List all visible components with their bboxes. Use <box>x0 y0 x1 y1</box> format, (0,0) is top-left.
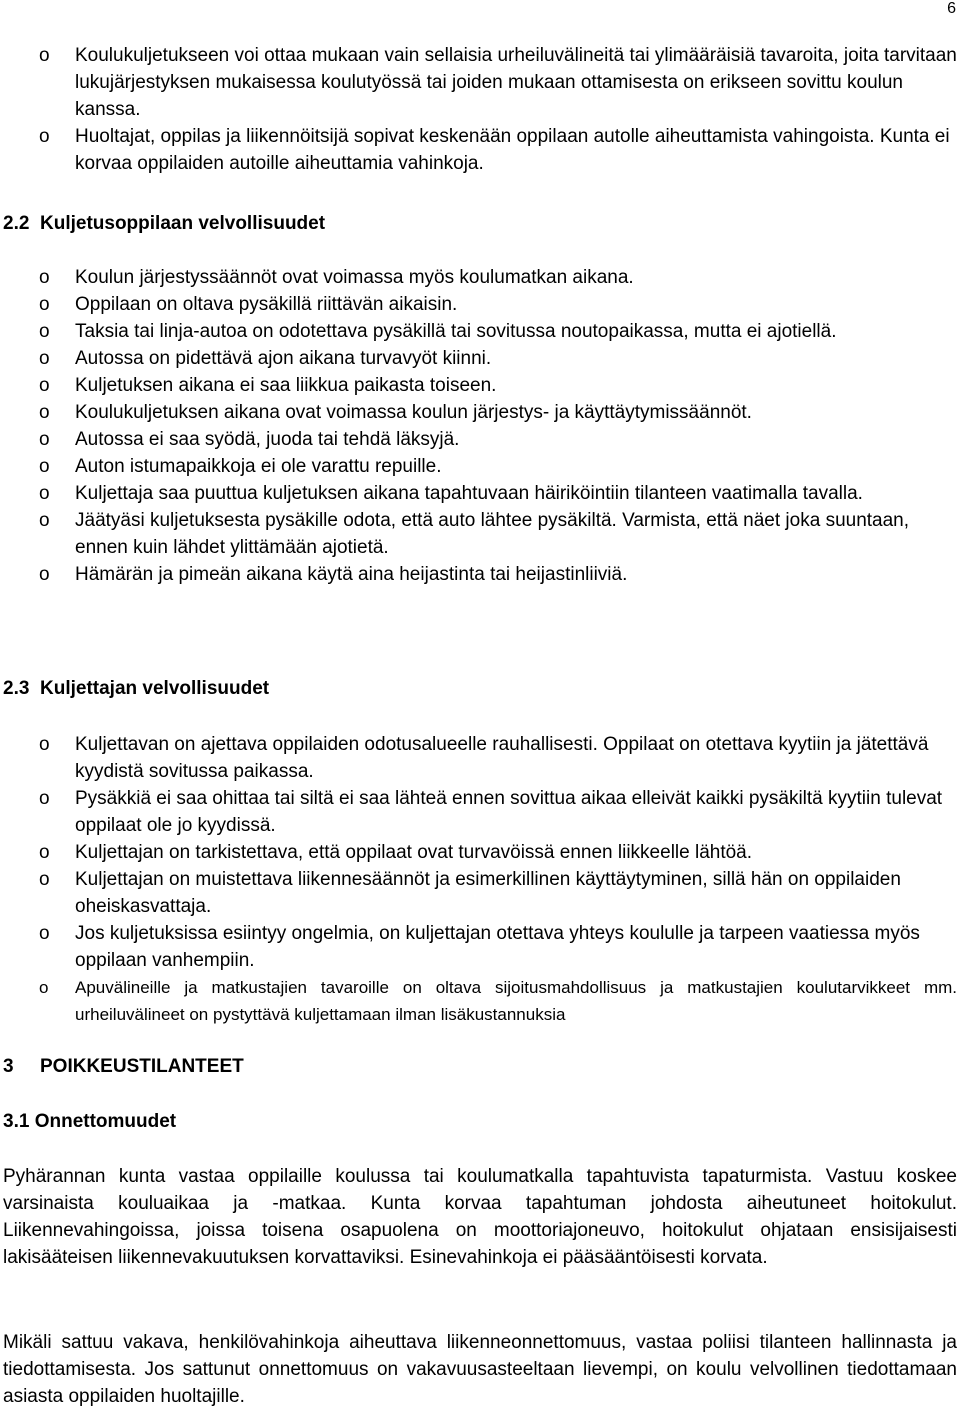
bullet-marker: o <box>39 510 50 531</box>
list-item <box>3 731 957 785</box>
section-heading-3-1 <box>3 1108 176 1135</box>
list-item <box>3 785 957 839</box>
list-item-text: Kuljettajan on tarkistettava, että oppilaat ovat turvavöissä ennen liikkeelle lähtöä. <box>75 842 753 863</box>
section-heading-3 <box>3 1053 244 1080</box>
list-item <box>3 839 957 866</box>
bullet-marker: o <box>39 267 50 288</box>
bullet-list-driver-duties <box>3 731 957 1028</box>
list-item-text: Pysäkkiä ei saa ohittaa tai siltä ei saa lähteä ennen sovittua aikaa elleivät kaikki pysäkiltä kyytiin tulevat oppilaat ole jo kyydissä. <box>75 788 943 836</box>
bullet-marker: o <box>39 842 50 863</box>
list-item-text: Koulun järjestyssäännöt ovat voimassa myös koulumatkan aikana. <box>75 267 634 288</box>
list-item-text: Kuljettaja saa puuttua kuljetuksen aikana tapahtuvaan häiriköintiin tilanteen vaatimalla tavalla. <box>75 483 863 504</box>
bullet-marker: o <box>39 923 50 944</box>
list-item <box>3 507 957 561</box>
section-title: Kuljetusoppilaan velvollisuudet <box>40 213 326 234</box>
list-item <box>3 291 957 318</box>
list-item <box>3 866 957 920</box>
list-item-text: Kuljetuksen aikana ei saa liikkua paikasta toiseen. <box>75 375 497 396</box>
list-item <box>3 42 957 123</box>
bullet-marker: o <box>39 375 50 396</box>
section-number: 3.1 <box>3 1111 30 1132</box>
list-item-text: Taksia tai linja-autoa on odotettava pysäkillä tai sovitussa noutopaikassa, mutta ei ajotiellä. <box>75 321 837 342</box>
bullet-marker: o <box>39 429 50 450</box>
bullet-marker: o <box>39 402 50 423</box>
bullet-marker: o <box>39 483 50 504</box>
bullet-list-luggage <box>3 42 957 177</box>
bullet-marker: o <box>39 564 50 585</box>
section-heading-2-3 <box>3 675 269 702</box>
list-item <box>3 974 957 1028</box>
list-item-text: Koulukuljetukseen voi ottaa mukaan vain sellaisia urheiluvälineitä tai ylimääräisiä tavaroita, joita tarvitaan lukujärjestyksen mukaisessa koulutyössä tai joiden mukaan ottamisesta on erikseen sovittu koulun kanssa. <box>75 45 957 120</box>
list-item <box>3 372 957 399</box>
list-item <box>3 123 957 177</box>
list-item-text: Autossa ei saa syödä, juoda tai tehdä läksyjä. <box>75 429 460 450</box>
section-number: 3 <box>3 1056 14 1077</box>
bullet-marker: o <box>39 348 50 369</box>
section-number: 2.2 <box>3 213 30 234</box>
list-item <box>3 345 957 372</box>
bullet-marker: o <box>39 45 50 66</box>
list-item-text: Koulukuljetuksen aikana ovat voimassa koulun järjestys- ja käyttäytymissäännöt. <box>75 402 752 423</box>
list-item-text: Huoltajat, oppilas ja liikennöitsijä sopivat keskenään oppilaan autolle aiheuttamista vahingoista. Kunta ei korvaa oppilaiden autoille aiheuttamia vahinkoja. <box>75 126 950 174</box>
list-item <box>3 453 957 480</box>
section-title: Kuljettajan velvollisuudet <box>40 678 270 699</box>
bullet-marker: o <box>39 788 50 809</box>
list-item <box>3 561 957 588</box>
page-number: 6 <box>947 0 956 17</box>
list-item <box>3 264 957 291</box>
bullet-list-student-duties <box>3 264 957 588</box>
list-item-text: Kuljettajan on muistettava liikennesäännöt ja esimerkillinen käyttäytyminen, sillä hän on oppilaiden oheiskasvattaja. <box>75 869 901 917</box>
list-item-text: Jäätyäsi kuljetuksesta pysäkille odota, että auto lähtee pysäkiltä. Varmista, että näet joka suuntaan, ennen kuin lähdet ylittämään ajotietä. <box>75 510 910 558</box>
paragraph: Mikäli sattuu vakava, henkilövahinkoja aiheuttava liikenneonnettomuus, vastaa poliisi tilanteen hallinnasta ja tiedottamisesta. Jos sattunut onnettomuus on vakavuusasteeltaan lievempi, on koulu velvollinen tiedottamaan asiasta oppilaiden huoltajille. <box>3 1332 957 1407</box>
list-item <box>3 318 957 345</box>
bullet-marker: o <box>39 734 50 755</box>
list-item-text: Oppilaan on oltava pysäkillä riittävän aikaisin. <box>75 294 458 315</box>
list-item-text: Hämärän ja pimeän aikana käytä aina heijastinta tai heijastinliiviä. <box>75 564 628 585</box>
bullet-marker: o <box>39 126 50 147</box>
list-item <box>3 399 957 426</box>
section-number: 2.3 <box>3 678 30 699</box>
paragraph: Pyhärannan kunta vastaa oppilaille koulussa tai koulumatkalla tapahtuvista tapaturmista. Vastuu koskee varsinaista kouluaikaa ja -matkaa. Kunta korvaa tapahtuman johdosta aiheutuneet hoitokulut. Liikennevahingoissa, joissa toisena osapuolena on moottoriajoneuvo, hoitokulut ohjataan ensisijaisesti lakisääteisen liikennevakuutuksen korvattaviksi. Esinevahinkoja ei pääsääntöisesti korvata. <box>3 1166 957 1268</box>
list-item-text: Kuljettavan on ajettava oppilaiden odotusalueelle rauhallisesti. Oppilaat on otettava kyytiin ja jätettävä kyydistä sovitussa paikassa. <box>75 734 929 782</box>
section-title: Onnettomuudet <box>34 1111 177 1132</box>
bullet-marker: o <box>39 456 50 477</box>
bullet-marker: o <box>39 978 49 997</box>
list-item-text: Autossa on pidettävä ajon aikana turvavyöt kiinni. <box>75 348 492 369</box>
list-item <box>3 920 957 974</box>
bullet-marker: o <box>39 294 50 315</box>
section-title: POIKKEUSTILANTEET <box>40 1056 244 1077</box>
list-item-text: Apuvälineille ja matkustajien tavaroille on oltava sijoitusmahdollisuus ja matkustajien koulutarvikkeet mm. urheiluvälineet on pystyttävä kuljettamaan ilman lisäkustannuksia <box>75 978 957 1024</box>
list-item <box>3 426 957 453</box>
list-item-text: Auton istumapaikkoja ei ole varattu repuille. <box>75 456 442 477</box>
section-heading-2-2 <box>3 210 325 237</box>
bullet-marker: o <box>39 869 50 890</box>
list-item-text: Jos kuljetuksissa esiintyy ongelmia, on kuljettajan otettava yhteys koululle ja tarpeen vaatiessa myös oppilaan vanhempiin. <box>75 923 920 971</box>
list-item <box>3 480 957 507</box>
bullet-marker: o <box>39 321 50 342</box>
